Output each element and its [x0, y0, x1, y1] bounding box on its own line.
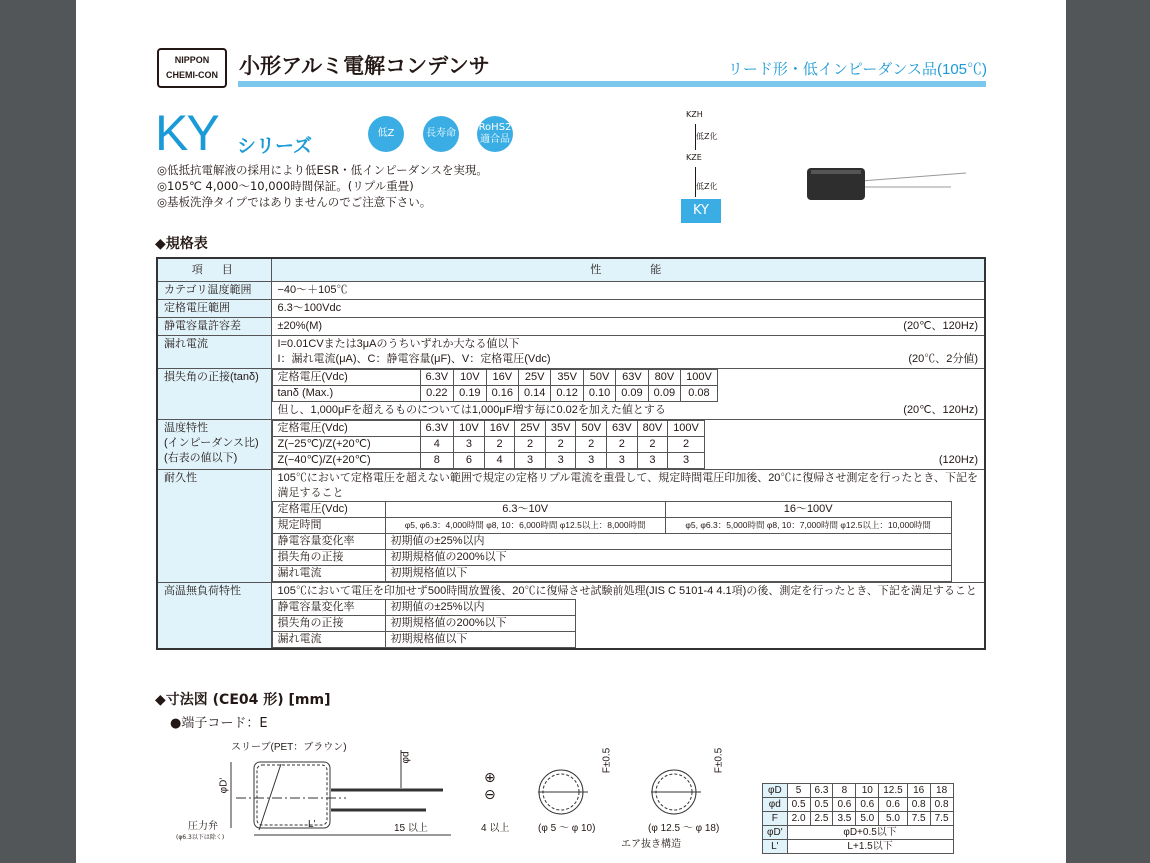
row-label: 高温無負荷特性	[157, 583, 271, 650]
sleeve-label: スリーブ(PET：ブラウン)	[231, 742, 347, 753]
lead-15-label: 15 以上	[394, 823, 428, 834]
cell: 2.0	[787, 812, 810, 826]
dimensions-heading: ◆寸法図 (CE04 形) [mm]	[155, 692, 331, 708]
cell: 損失角の正接	[272, 550, 385, 566]
cell: 5.0	[856, 812, 879, 826]
lineage-kze: KZE	[686, 153, 702, 162]
cell: 3	[454, 437, 485, 453]
condition: (120Hz)	[938, 454, 978, 466]
row-label: 温度特性	[164, 422, 208, 434]
phi-d-prime-label: φD'	[218, 777, 230, 794]
cell: 25V	[515, 421, 546, 437]
cell: 63V	[616, 370, 648, 386]
cell: φ5, φ6.3：4,000時間 φ8, 10：6,000時間 φ12.5以上：8,000時間	[385, 518, 665, 534]
cell: 16	[907, 784, 930, 798]
cell: 100V	[681, 370, 718, 386]
logo-line: NIPPON	[174, 55, 210, 65]
cell: 12.5	[879, 784, 907, 798]
row-value: ±20%(M)	[277, 320, 323, 332]
page-subtitle: リード形・低インピーダンス品(105℃)	[727, 61, 987, 78]
lineage-kzh: KZH	[686, 110, 703, 119]
cell: 漏れ電流	[272, 566, 385, 582]
capacitor-photo	[801, 160, 981, 210]
row-value: 6.3〜100Vdc	[271, 300, 985, 318]
row-label: 定格電圧範囲	[157, 300, 271, 318]
cell: 0.14	[518, 386, 550, 402]
cell: 損失角の正接	[272, 616, 385, 632]
spec-table	[156, 257, 986, 650]
phi-d-label: φd	[400, 751, 412, 764]
row-label: (右表の値以下)	[164, 452, 238, 464]
cell: 2	[637, 437, 668, 453]
cell: 5.0	[879, 812, 907, 826]
col-perf: 性 能	[271, 258, 985, 282]
logo-line: CHEMI-CON	[166, 70, 218, 80]
f-label: F±0.5	[601, 747, 613, 774]
cell: 63V	[607, 421, 638, 437]
cell: 0.10	[583, 386, 615, 402]
cell: 0.6	[879, 798, 907, 812]
small-diameter-label: (φ 5 〜 φ 10)	[538, 823, 596, 834]
cell: 6.3〜10V	[385, 502, 665, 518]
cell: 規定時間	[272, 518, 385, 534]
cell: 7.5	[930, 812, 953, 826]
spec-heading: ◆規格表	[155, 236, 208, 252]
cell: 0.09	[648, 386, 680, 402]
cell: 定格電圧(Vdc)	[272, 421, 420, 437]
cell: 10	[856, 784, 879, 798]
feature-item: ◎低抵抗電解液の採用により低ESR・低インピーダンスを実現。	[157, 163, 488, 177]
feature-item: ◎105℃ 4,000〜10,000時間保証。(リプル重畳)	[157, 179, 414, 193]
cell: φ5, φ6.3：5,000時間 φ8, 10：7,000時間 φ12.5以上：10,000時間	[665, 518, 951, 534]
badge-rohs2: RoHS2 適合品	[477, 116, 513, 152]
cell: 16V	[484, 421, 515, 437]
note: 但し、1,000μFを超えるものについては1,000μF増す毎に0.02を加えた値とする	[277, 404, 666, 416]
lead-4-label: 4 以上	[481, 823, 510, 834]
cell: 3	[576, 453, 607, 469]
cell: 6.3V	[420, 421, 454, 437]
cell: 3	[668, 453, 705, 469]
cell: 6.3V	[420, 370, 454, 386]
cell: 2	[607, 437, 638, 453]
cell: φD'	[763, 826, 788, 840]
row-label: 漏れ電流	[157, 336, 271, 369]
vent-structure-label: エア抜き構造	[621, 839, 681, 850]
f-label: F±0.5	[713, 747, 725, 774]
cell: 0.08	[681, 386, 718, 402]
cell: 0.16	[486, 386, 518, 402]
cell: 初期規格値の200%以下	[385, 550, 951, 566]
cell: 35V	[551, 370, 583, 386]
cell: 定格電圧(Vdc)	[272, 370, 420, 386]
cell: 0.6	[856, 798, 879, 812]
cell: 6.3	[810, 784, 833, 798]
cell: 初期規格値の200%以下	[385, 616, 575, 632]
cell: 静電容量変化率	[272, 600, 385, 616]
cell: 2	[545, 437, 576, 453]
cell: 3	[545, 453, 576, 469]
shelf-table	[272, 599, 576, 648]
row-value: 105℃において電圧を印加せず500時間放置後、20℃に復帰させ試験前処理(JIS C 5101-4 4.1項)の後、測定を行ったとき、下記を満足すること	[277, 585, 977, 597]
badge-low-z: 低Z	[368, 116, 404, 152]
terminal-code: ●端子コード：E	[170, 716, 268, 731]
row-value: 105℃において定格電圧を超えない範囲で規定の定格リプル電流を重畳して、規定時間電圧印加後、20℃に復帰させ測定を行ったとき、下記を満足すること	[277, 472, 978, 499]
badge-long-life: 長寿命	[423, 116, 459, 152]
lineage-step: 低Z化	[696, 132, 718, 141]
cell: 3	[607, 453, 638, 469]
cell: 6	[454, 453, 485, 469]
title-divider	[238, 81, 986, 87]
cell: 初期値の±25%以内	[385, 534, 951, 550]
cell: 3	[515, 453, 546, 469]
row-label: 損失角の正接(tanδ)	[157, 369, 271, 420]
vent-note: (φ6.3以下は除く)	[176, 834, 225, 841]
cell: 0.8	[930, 798, 953, 812]
cell: 2	[576, 437, 607, 453]
feature-item: ◎基板洗浄タイプではありませんのでご注意下さい。	[157, 195, 432, 209]
cell: 初期規格値以下	[385, 632, 575, 648]
row-label: 耐久性	[157, 470, 271, 583]
large-diameter-label: (φ 12.5 〜 φ 18)	[648, 823, 720, 834]
page-title: 小形アルミ電解コンデンサ	[239, 55, 490, 78]
cell: φD	[763, 784, 788, 798]
cell: 漏れ電流	[272, 632, 385, 648]
cell: 0.8	[907, 798, 930, 812]
cell: 0.5	[810, 798, 833, 812]
cell: 7.5	[907, 812, 930, 826]
cell: Z(−40℃)/Z(+20℃)	[272, 453, 420, 469]
condition: (20℃、120Hz)	[903, 404, 978, 416]
cell: 8	[420, 453, 454, 469]
cell: 初期値の±25%以内	[385, 600, 575, 616]
cell: 18	[930, 784, 953, 798]
endurance-table	[272, 501, 952, 582]
row-value: −40〜＋105℃	[271, 282, 985, 300]
cell: 25V	[518, 370, 550, 386]
cell: L+1.5以下	[787, 840, 953, 854]
cell: 3.5	[833, 812, 856, 826]
plus-icon: ⊕	[484, 770, 496, 786]
cell: 2	[515, 437, 546, 453]
dimension-table	[762, 783, 954, 854]
cell: 16V	[486, 370, 518, 386]
cell: φd	[763, 798, 788, 812]
cell: φD+0.5以下	[787, 826, 953, 840]
cell: 0.19	[454, 386, 486, 402]
cell: 0.6	[833, 798, 856, 812]
row-value: I：漏れ電流(μA)、C：静電容量(μF)、V：定格電圧(Vdc)	[277, 353, 551, 365]
cell: F	[763, 812, 788, 826]
lineage-ky: KY	[681, 199, 721, 223]
vent-label: 圧力弁	[188, 821, 218, 832]
row-label: (インピーダンス比)	[164, 437, 259, 449]
cell: 0.12	[551, 386, 583, 402]
cell: 100V	[668, 421, 705, 437]
series-suffix: シリーズ	[237, 136, 313, 157]
row-value: I=0.01CVまたは3μAのうちいずれか大なる値以下	[277, 338, 520, 350]
document-page	[76, 0, 1066, 863]
cell: 初期規格値以下	[385, 566, 951, 582]
l-prime-label: L'	[308, 819, 316, 830]
cell: 8	[833, 784, 856, 798]
cell: 35V	[545, 421, 576, 437]
cell: Z(−25℃)/Z(+20℃)	[272, 437, 420, 453]
cell: 4	[420, 437, 454, 453]
cell: 静電容量変化率	[272, 534, 385, 550]
condition: (20℃、2分値)	[908, 353, 978, 365]
cell: 2.5	[810, 812, 833, 826]
cell: 定格電圧(Vdc)	[272, 502, 385, 518]
minus-icon: ⊖	[484, 787, 496, 803]
cell: tanδ (Max.)	[272, 386, 420, 402]
cell: 2	[484, 437, 515, 453]
cell: 10V	[454, 421, 485, 437]
cell: 80V	[637, 421, 668, 437]
condition: (20℃、120Hz)	[903, 320, 978, 332]
cell: 16〜100V	[665, 502, 951, 518]
cell: 50V	[583, 370, 615, 386]
lineage-step: 低Z化	[696, 182, 718, 191]
cell: 0.5	[787, 798, 810, 812]
cell: 3	[637, 453, 668, 469]
cell: 10V	[454, 370, 486, 386]
vent-structure-drawing	[538, 765, 738, 825]
col-item: 項 目	[157, 258, 271, 282]
cell: L'	[763, 840, 788, 854]
row-label: 静電容量許容差	[157, 318, 271, 336]
cell: 0.09	[616, 386, 648, 402]
temp-char-table	[272, 420, 705, 469]
tan-table	[272, 369, 718, 402]
nippon-chemicon-logo	[157, 48, 227, 88]
cell: 0.22	[420, 386, 454, 402]
row-label: カテゴリ温度範囲	[157, 282, 271, 300]
cell: 80V	[648, 370, 680, 386]
series-name: KY	[155, 105, 218, 161]
cell: 2	[668, 437, 705, 453]
cell: 5	[787, 784, 810, 798]
cell: 50V	[576, 421, 607, 437]
cell: 4	[484, 453, 515, 469]
